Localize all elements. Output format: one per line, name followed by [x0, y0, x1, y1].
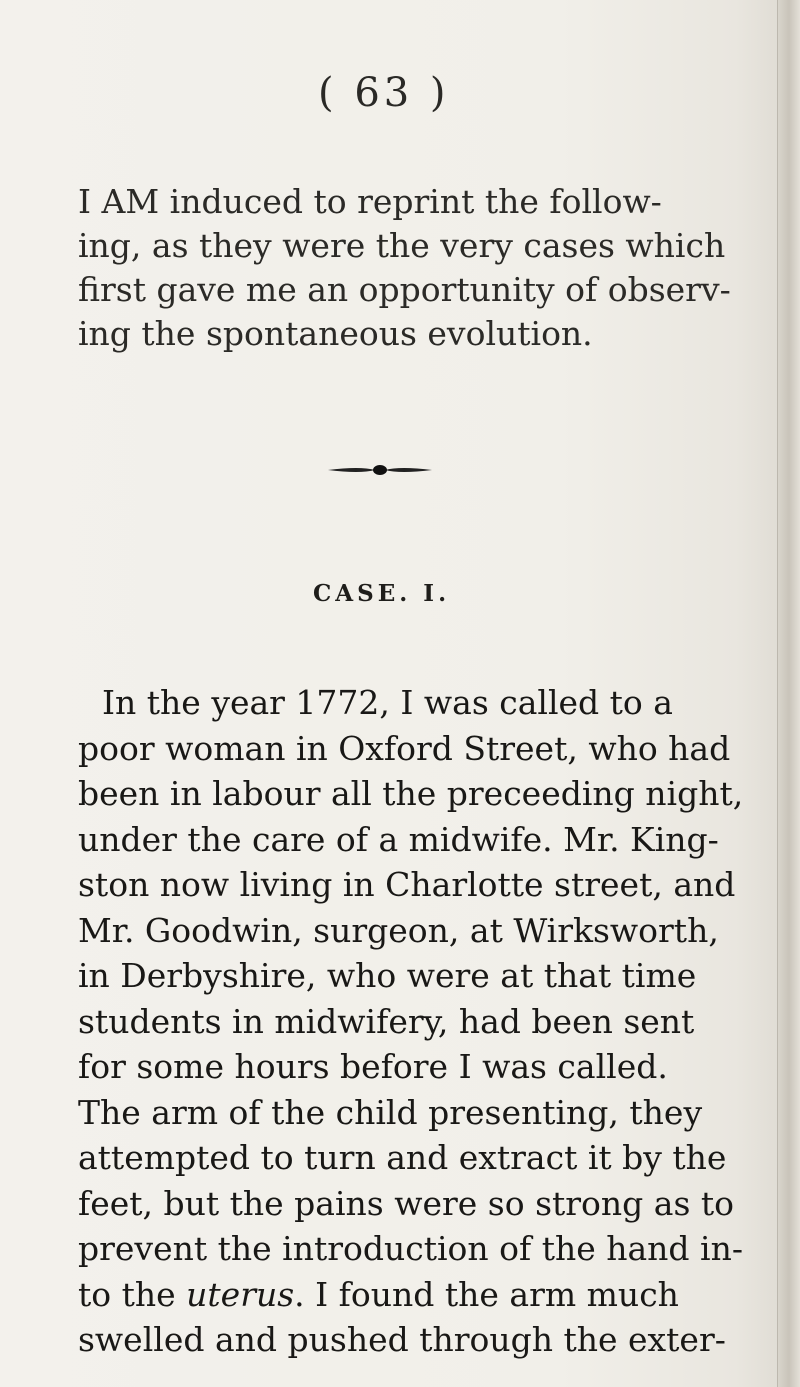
case-line-2: poor woman in Oxford Street, who had — [78, 728, 731, 768]
case-line-10: The arm of the child presenting, they — [78, 1092, 703, 1132]
intro-paragraph — [78, 180, 731, 356]
case-line-14-post: . I found the arm much — [294, 1274, 679, 1314]
case-line-1: In the year 1772, I was called to a — [102, 683, 673, 722]
ornament-center — [373, 465, 387, 475]
case-line-6: Mr. Goodwin, surgeon, at Wirksworth, — [78, 910, 719, 950]
page-edge-shadow — [777, 0, 800, 1387]
case-line-13: prevent the introduction of the hand in- — [78, 1229, 743, 1268]
page-number: ( 63 ) — [318, 70, 450, 116]
case-line-15: swelled and pushed through the exter- — [78, 1320, 726, 1359]
case-line-7: in Derbyshire, who were at that time — [78, 956, 697, 995]
intro-line-4: ing the spontaneous evolution. — [78, 314, 593, 353]
case-line-14-italic: uterus — [186, 1274, 295, 1314]
intro-line-2: ing, as they were the very cases which — [78, 226, 726, 265]
case-line-14 — [78, 1272, 728, 1318]
intro-lead-word: I AM — [78, 182, 160, 221]
case-line-4: under the care of a midwife. Mr. King- — [78, 819, 719, 859]
case-line-12: feet, but the pains were so strong as to — [78, 1183, 735, 1223]
section-ornament — [320, 455, 440, 485]
case-line-8: students in midwifery, had been sent — [78, 1001, 695, 1041]
case-line-5: ston now living in Charlotte street, and — [78, 865, 736, 904]
case-heading: CASE. I. — [313, 580, 451, 607]
case-line-11: attempted to turn and extract it by the — [78, 1138, 727, 1177]
case-line-14-pre: to the — [78, 1274, 187, 1314]
case-paragraph — [78, 680, 744, 1363]
intro-line-1 — [78, 180, 718, 224]
case-line-3: been in labour all the preceeding night, — [78, 774, 744, 813]
case-line-9: for some hours before I was called. — [78, 1047, 668, 1086]
intro-line-1-text: induced to reprint the follow- — [169, 182, 662, 221]
intro-line-3: first gave me an opportunity of observ- — [78, 270, 731, 309]
